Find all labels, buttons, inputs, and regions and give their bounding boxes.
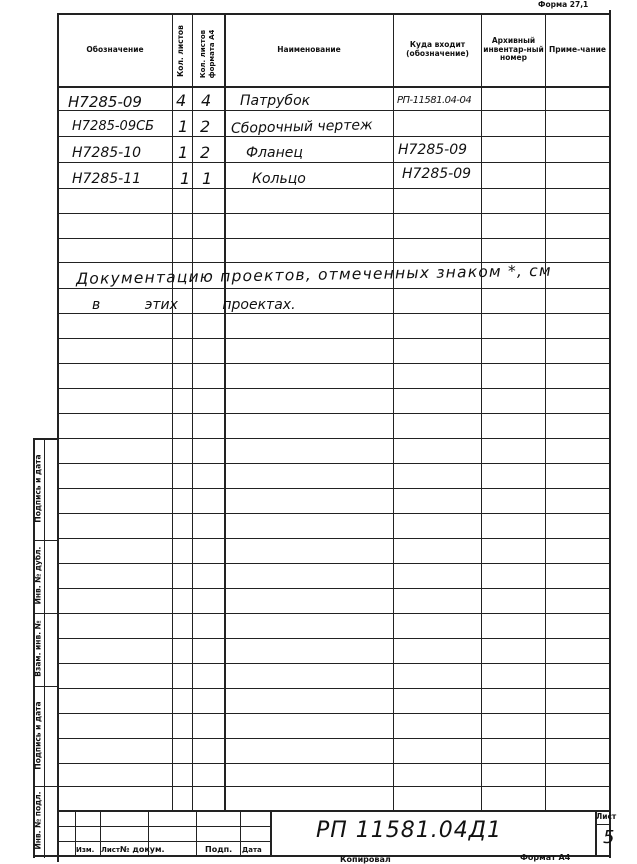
header-bottom bbox=[57, 86, 610, 88]
frame-right bbox=[609, 10, 611, 858]
row-line bbox=[57, 238, 610, 239]
frame-top bbox=[57, 13, 610, 15]
row-line bbox=[57, 463, 610, 464]
row-line bbox=[57, 713, 610, 714]
col-line-4 bbox=[393, 14, 394, 810]
row-line bbox=[57, 763, 610, 764]
row-3-part-of: Н7285-09 bbox=[398, 142, 468, 158]
row-line bbox=[57, 688, 610, 689]
tb-sheet-label: Лист bbox=[101, 846, 120, 854]
row-line bbox=[57, 363, 610, 364]
tb-signature-label: Подп. bbox=[205, 845, 233, 854]
row-line bbox=[57, 288, 610, 289]
header-a4-sheets-count: Кол. листов формата А4 bbox=[199, 29, 216, 79]
row-3-designation: Н7285-10 bbox=[72, 145, 142, 161]
side-label-sign-date-bottom: Подпись и дата bbox=[33, 701, 43, 770]
tb-change-label: Изм. bbox=[76, 846, 95, 854]
row-line bbox=[57, 313, 610, 314]
row-2-sheets: 1 bbox=[178, 117, 189, 136]
row-2-name: Сборочный чертеж bbox=[230, 117, 373, 137]
tb-row bbox=[57, 826, 270, 827]
row-1-part-of: РП-11581.04-04 bbox=[397, 95, 472, 106]
row-line bbox=[57, 513, 610, 514]
title-block-top bbox=[57, 810, 610, 812]
row-3-name: Фланец bbox=[246, 145, 303, 161]
row-4-designation: Н7285-11 bbox=[72, 171, 142, 187]
row-line bbox=[57, 136, 610, 137]
row-line bbox=[57, 613, 610, 614]
row-2-a4-sheets: 2 bbox=[200, 117, 211, 136]
header-designation: Обозначение bbox=[86, 44, 144, 54]
row-1-name: Патрубок bbox=[240, 93, 311, 109]
row-line bbox=[57, 213, 610, 214]
side-strip-bottom bbox=[33, 855, 58, 857]
row-line bbox=[57, 538, 610, 539]
header-note: Приме-чание bbox=[549, 44, 606, 54]
header-name: Наименование bbox=[277, 44, 341, 54]
form-label: Форма 27,1 bbox=[538, 0, 589, 9]
row-line bbox=[57, 638, 610, 639]
row-4-part-of: Н7285-09 bbox=[402, 166, 472, 182]
row-4-sheets: 1 bbox=[180, 169, 191, 188]
row-line bbox=[57, 738, 610, 739]
tb-col bbox=[240, 810, 241, 856]
tb-col bbox=[196, 810, 197, 856]
footer-copied: Копировал bbox=[340, 855, 391, 864]
header-sheets-count: Кол. листов bbox=[176, 25, 185, 77]
tb-col bbox=[270, 810, 272, 856]
col-line-6 bbox=[545, 14, 546, 810]
row-line bbox=[57, 786, 610, 787]
tb-date-label: Дата bbox=[242, 846, 262, 854]
row-4-name: Кольцо bbox=[252, 171, 306, 187]
row-line bbox=[57, 488, 610, 489]
col-line-2 bbox=[192, 14, 193, 810]
tb-sheet-number: 5 bbox=[603, 827, 615, 848]
row-line bbox=[57, 188, 610, 189]
tb-row bbox=[57, 841, 270, 842]
row-line bbox=[57, 438, 610, 439]
row-3-sheets: 1 bbox=[178, 143, 189, 162]
row-2-designation: Н7285-09СБ bbox=[72, 119, 155, 134]
row-3-a4-sheets: 2 bbox=[200, 143, 211, 162]
side-label-orig-inv: Инв. № подл. bbox=[33, 791, 43, 850]
row-line bbox=[57, 588, 610, 589]
row-line bbox=[57, 413, 610, 414]
tb-row bbox=[595, 824, 610, 825]
tb-doc-no-label: № докум. bbox=[120, 845, 165, 854]
document-code: РП 11581.04Д1 bbox=[316, 818, 502, 843]
col-line-5 bbox=[481, 14, 482, 810]
row-line bbox=[57, 563, 610, 564]
note-line-1: Документацию проектов, отмеченных знаком *, см bbox=[75, 261, 552, 288]
row-line bbox=[57, 388, 610, 389]
row-1-a4-sheets: 4 bbox=[201, 91, 212, 110]
row-4-a4-sheets: 1 bbox=[202, 169, 213, 188]
header-archive-number: Архивный инвентар-ный номер bbox=[483, 36, 544, 63]
side-label-sign-date-top: Подпись и дата bbox=[33, 454, 43, 523]
footer-format: Формат А4 bbox=[520, 853, 571, 862]
side-label-replace-inv: Взам. инв. № bbox=[33, 620, 43, 677]
row-line bbox=[57, 162, 610, 163]
row-1-sheets: 4 bbox=[176, 91, 187, 110]
col-line-1 bbox=[172, 14, 173, 810]
side-label-dupl-inv: Инв. № дубл. bbox=[33, 546, 43, 605]
header-part-of: Куда входит (обозначение) bbox=[406, 40, 469, 58]
row-1-designation: Н7285-09 bbox=[68, 93, 142, 111]
col-line-3 bbox=[224, 14, 226, 810]
note-line-2: в этих проектах. bbox=[92, 297, 296, 313]
row-line bbox=[57, 663, 610, 664]
tb-sheet-label-right: Лист bbox=[596, 812, 617, 821]
row-line bbox=[57, 338, 610, 339]
